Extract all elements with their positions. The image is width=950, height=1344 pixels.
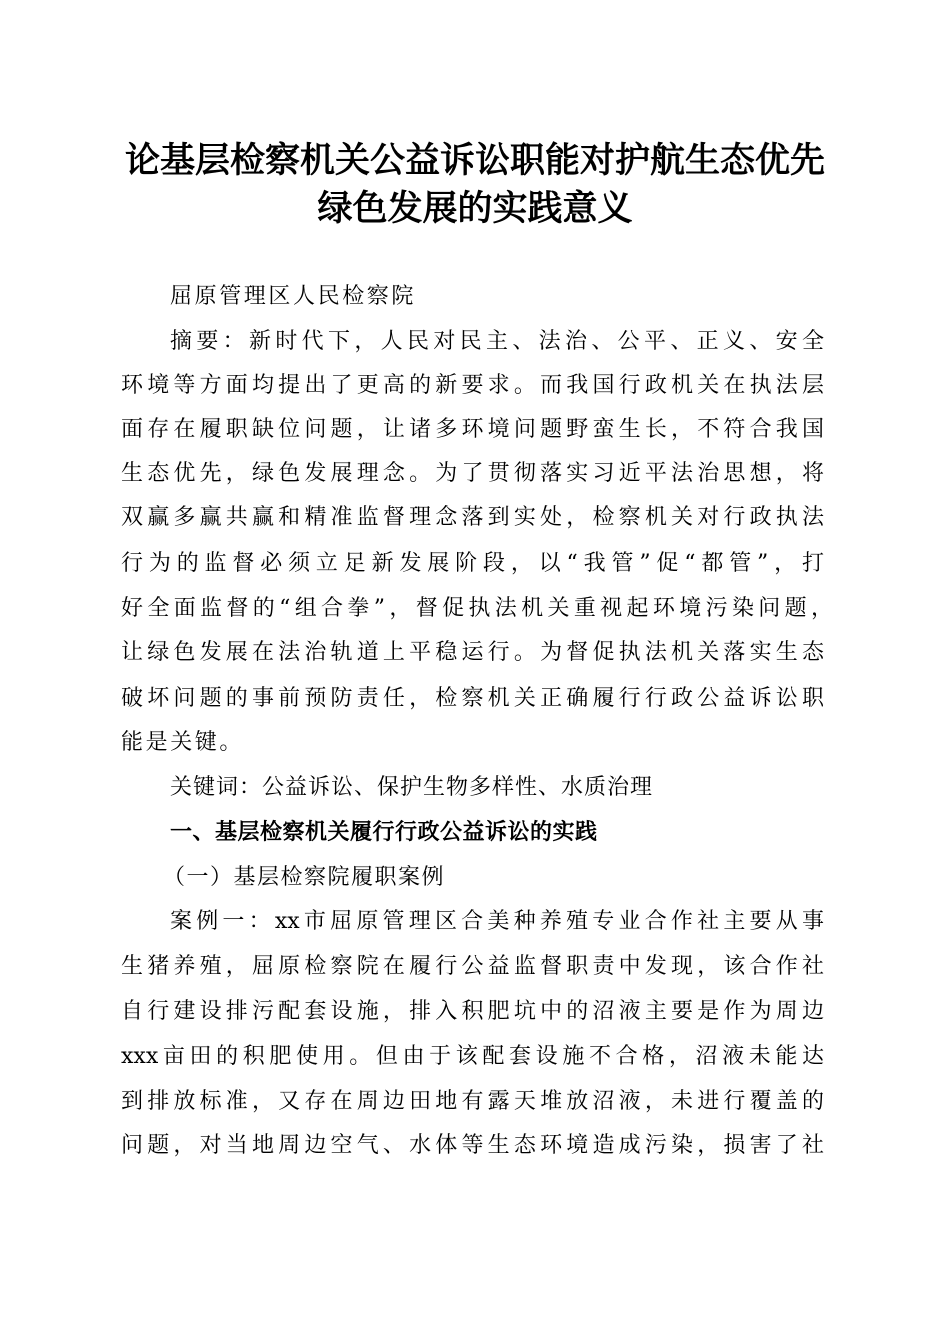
abstract-line-8: 让绿色发展在法治轨道上平稳运行。为督促执法机关落实生态: [121, 640, 824, 665]
abstract-line-7: 好全面监督的“组合拳”，督促执法机关重视起环境污染问题，: [121, 596, 833, 621]
case-line-1: 案例一：xx市屈原管理区合美种养殖专业合作社主要从事: [170, 909, 824, 934]
abstract-line-3: 面存在履职缺位问题，让诸多环境问题野蛮生长，不符合我国: [121, 417, 824, 442]
case-line-2: 生猪养殖，屈原检察院在履行公益监督职责中发现，该合作社: [121, 954, 824, 979]
abstract-line-4: 生态优先，绿色发展理念。为了贯彻落实习近平法治思想，将: [121, 461, 824, 486]
abstract-line-2: 环境等方面均提出了更高的新要求。而我国行政机关在执法层: [121, 373, 824, 398]
document-title-line-2: 绿色发展的实践意义: [317, 189, 633, 229]
section-1-heading: 一、基层检察机关履行行政公益诉讼的实践: [170, 820, 598, 845]
subsection-1-heading: （一）基层检察院履职案例: [163, 865, 446, 890]
abstract-line-9: 破坏问题的事前预防责任，检察机关正确履行行政公益诉讼职: [121, 686, 824, 711]
case-line-5: 到排放标准，又存在周边田地有露天堆放沼液，未进行覆盖的: [121, 1089, 824, 1114]
case-line-6: 问题，对当地周边空气、水体等生态环境造成污染，损害了社: [121, 1133, 824, 1158]
case-line-3: 自行建设排污配套设施，排入积肥坑中的沼液主要是作为周边: [121, 999, 824, 1024]
keywords-line: 关键词：公益诉讼、保护生物多样性、水质治理: [170, 775, 654, 800]
case-line-4: xxx亩田的积肥使用。但由于该配套设施不合格，沼液未能达: [121, 1044, 824, 1069]
abstract-line-10: 能是关键。: [121, 730, 245, 755]
abstract-line-1: 摘要：新时代下，人民对民主、法治、公平、正义、安全: [170, 329, 824, 354]
abstract-line-6: 行为的监督必须立足新发展阶段，以“我管”促“都管”，打: [121, 551, 824, 576]
abstract-line-5: 双赢多赢共赢和精准监督理念落到实处，检察机关对行政执法: [121, 505, 824, 530]
author-line: 屈原管理区人民检察院: [170, 284, 417, 309]
document-title-line-1: 论基层检察机关公益诉讼职能对护航生态优先: [124, 141, 825, 181]
